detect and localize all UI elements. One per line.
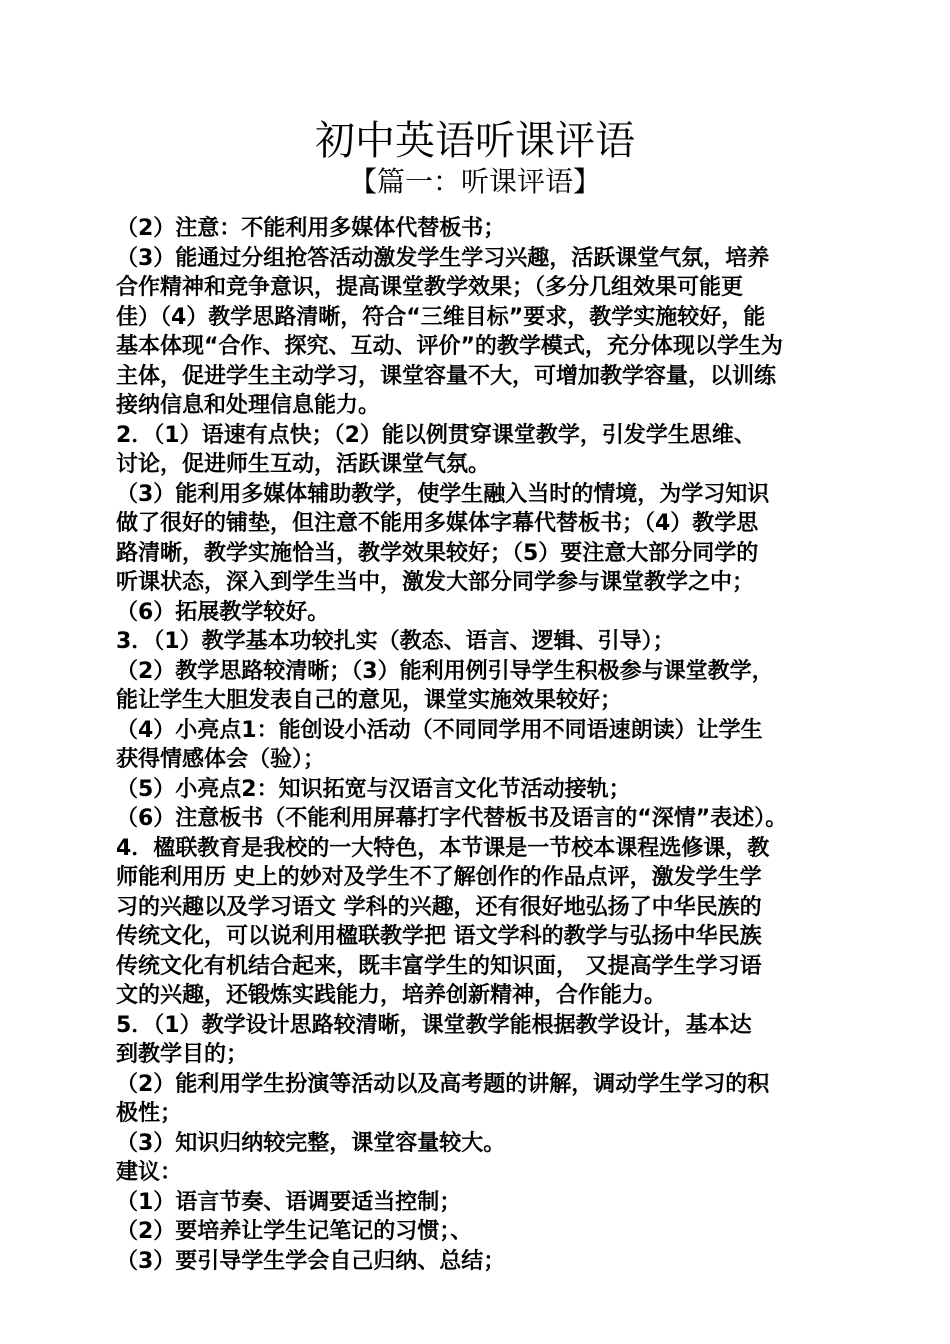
text-line: （3）能利用多媒体辅助教学，使学生融入当时的情境，为学习知识 xyxy=(116,481,770,507)
body-text xyxy=(116,214,834,1276)
text-line: 做了很好的铺垫，但注意不能用多媒体字幕代替板书；（4）教学思 xyxy=(116,511,759,536)
text-line: （3）能通过分组抢答活动激发学生学习兴趣，活跃课堂气氛，培养 xyxy=(116,245,770,271)
text-line: 2．（1）语速有点快；（2）能以例贯穿课堂教学，引发学生思维、 xyxy=(116,422,756,448)
text-line: 传统文化，可以说利用楹联教学把 语文学科的教学与弘扬中华民族 xyxy=(116,924,762,949)
text-line: （2）能利用学生扮演等活动以及高考题的讲解，调动学生学习的积 xyxy=(116,1071,770,1097)
text-line: 听课状态，深入到学生当中，激发大部分同学参与课堂教学之中； xyxy=(116,570,755,595)
text-line: 讨论，促进师生互动，活跃课堂气氛。 xyxy=(116,452,491,477)
text-line: （4）小亮点1：能创设小活动（不同同学用不同语速朗读）让学生 xyxy=(116,717,763,743)
text-line: （6）注意板书（不能利用屏幕打字代替板书及语言的“深情”表述）。 xyxy=(116,806,788,831)
text-line: 传统文化有机结合起来，既丰富学生的知识面， 又提高学生学习语 xyxy=(116,953,762,979)
text-line: （3）知识归纳较完整，课堂容量较大。 xyxy=(116,1130,506,1156)
text-line: 佳）（4）教学思路清晰，符合“三维目标”要求，教学实施较好，能 xyxy=(116,304,766,330)
section-heading: 【篇一：听课评语】 xyxy=(348,165,601,198)
text-line: 4．楹联教育是我校的一大特色，本节课是一节校本课程选修课，教 xyxy=(116,835,770,861)
text-line: （5）小亮点2：知识拓宽与汉语言文化节活动接轨； xyxy=(116,776,631,802)
text-line: 3．（1）教学基本功较扎实（教态、语言、逻辑、引导）； xyxy=(116,629,675,654)
text-line: 5．（1）教学设计思路较清晰，课堂教学能根据教学设计，基本达 xyxy=(116,1012,752,1038)
text-line: 路清晰，教学实施恰当，教学效果较好；（5）要注意大部分同学的 xyxy=(116,540,759,566)
text-line: 接纳信息和处理信息能力。 xyxy=(116,393,381,418)
text-line: 到教学目的； xyxy=(116,1042,249,1067)
text-line: （2）教学思路较清晰；（3）能利用例引导学生积极参与课堂教学， xyxy=(116,658,774,684)
text-line: （3）要引导学生学会自己归纳、总结； xyxy=(116,1248,506,1274)
text-line: 能让学生大胆发表自己的意见，课堂实施效果较好； xyxy=(116,688,623,713)
text-line: 习的兴趣以及学习语文 学科的兴趣，还有很好地弘扬了中华民族的 xyxy=(116,894,762,920)
text-line: 主体，促进学生主动学习，课堂容量不大，可增加教学容量，以训练 xyxy=(116,363,777,389)
text-line: （1）语言节奏、语调要适当控制； xyxy=(116,1189,462,1215)
text-line: 师能利用历 史上的妙对及学生不了解创作的作品点评，激发学生学 xyxy=(116,865,762,890)
text-line: 合作精神和竞争意识，提高课堂教学效果；（多分几组效果可能更 xyxy=(116,275,744,300)
text-line: 获得情感体会（验）； xyxy=(116,747,326,772)
text-line: 文的兴趣，还锻炼实践能力，培养创新精神，合作能力。 xyxy=(116,983,667,1008)
text-line: 基本体现“合作、探究、互动、评价”的教学模式，充分体现以学生为 xyxy=(116,334,783,359)
text-line: （6）拓展教学较好。 xyxy=(116,599,330,625)
page-title: 初中英语听课评语 xyxy=(315,118,635,164)
text-line: （2）要培养让学生记笔记的习惯；、 xyxy=(116,1219,473,1244)
text-line: 极性； xyxy=(116,1101,183,1126)
text-line: 建议： xyxy=(116,1160,183,1185)
text-line: （2）注意：不能利用多媒体代替板书； xyxy=(116,216,506,241)
